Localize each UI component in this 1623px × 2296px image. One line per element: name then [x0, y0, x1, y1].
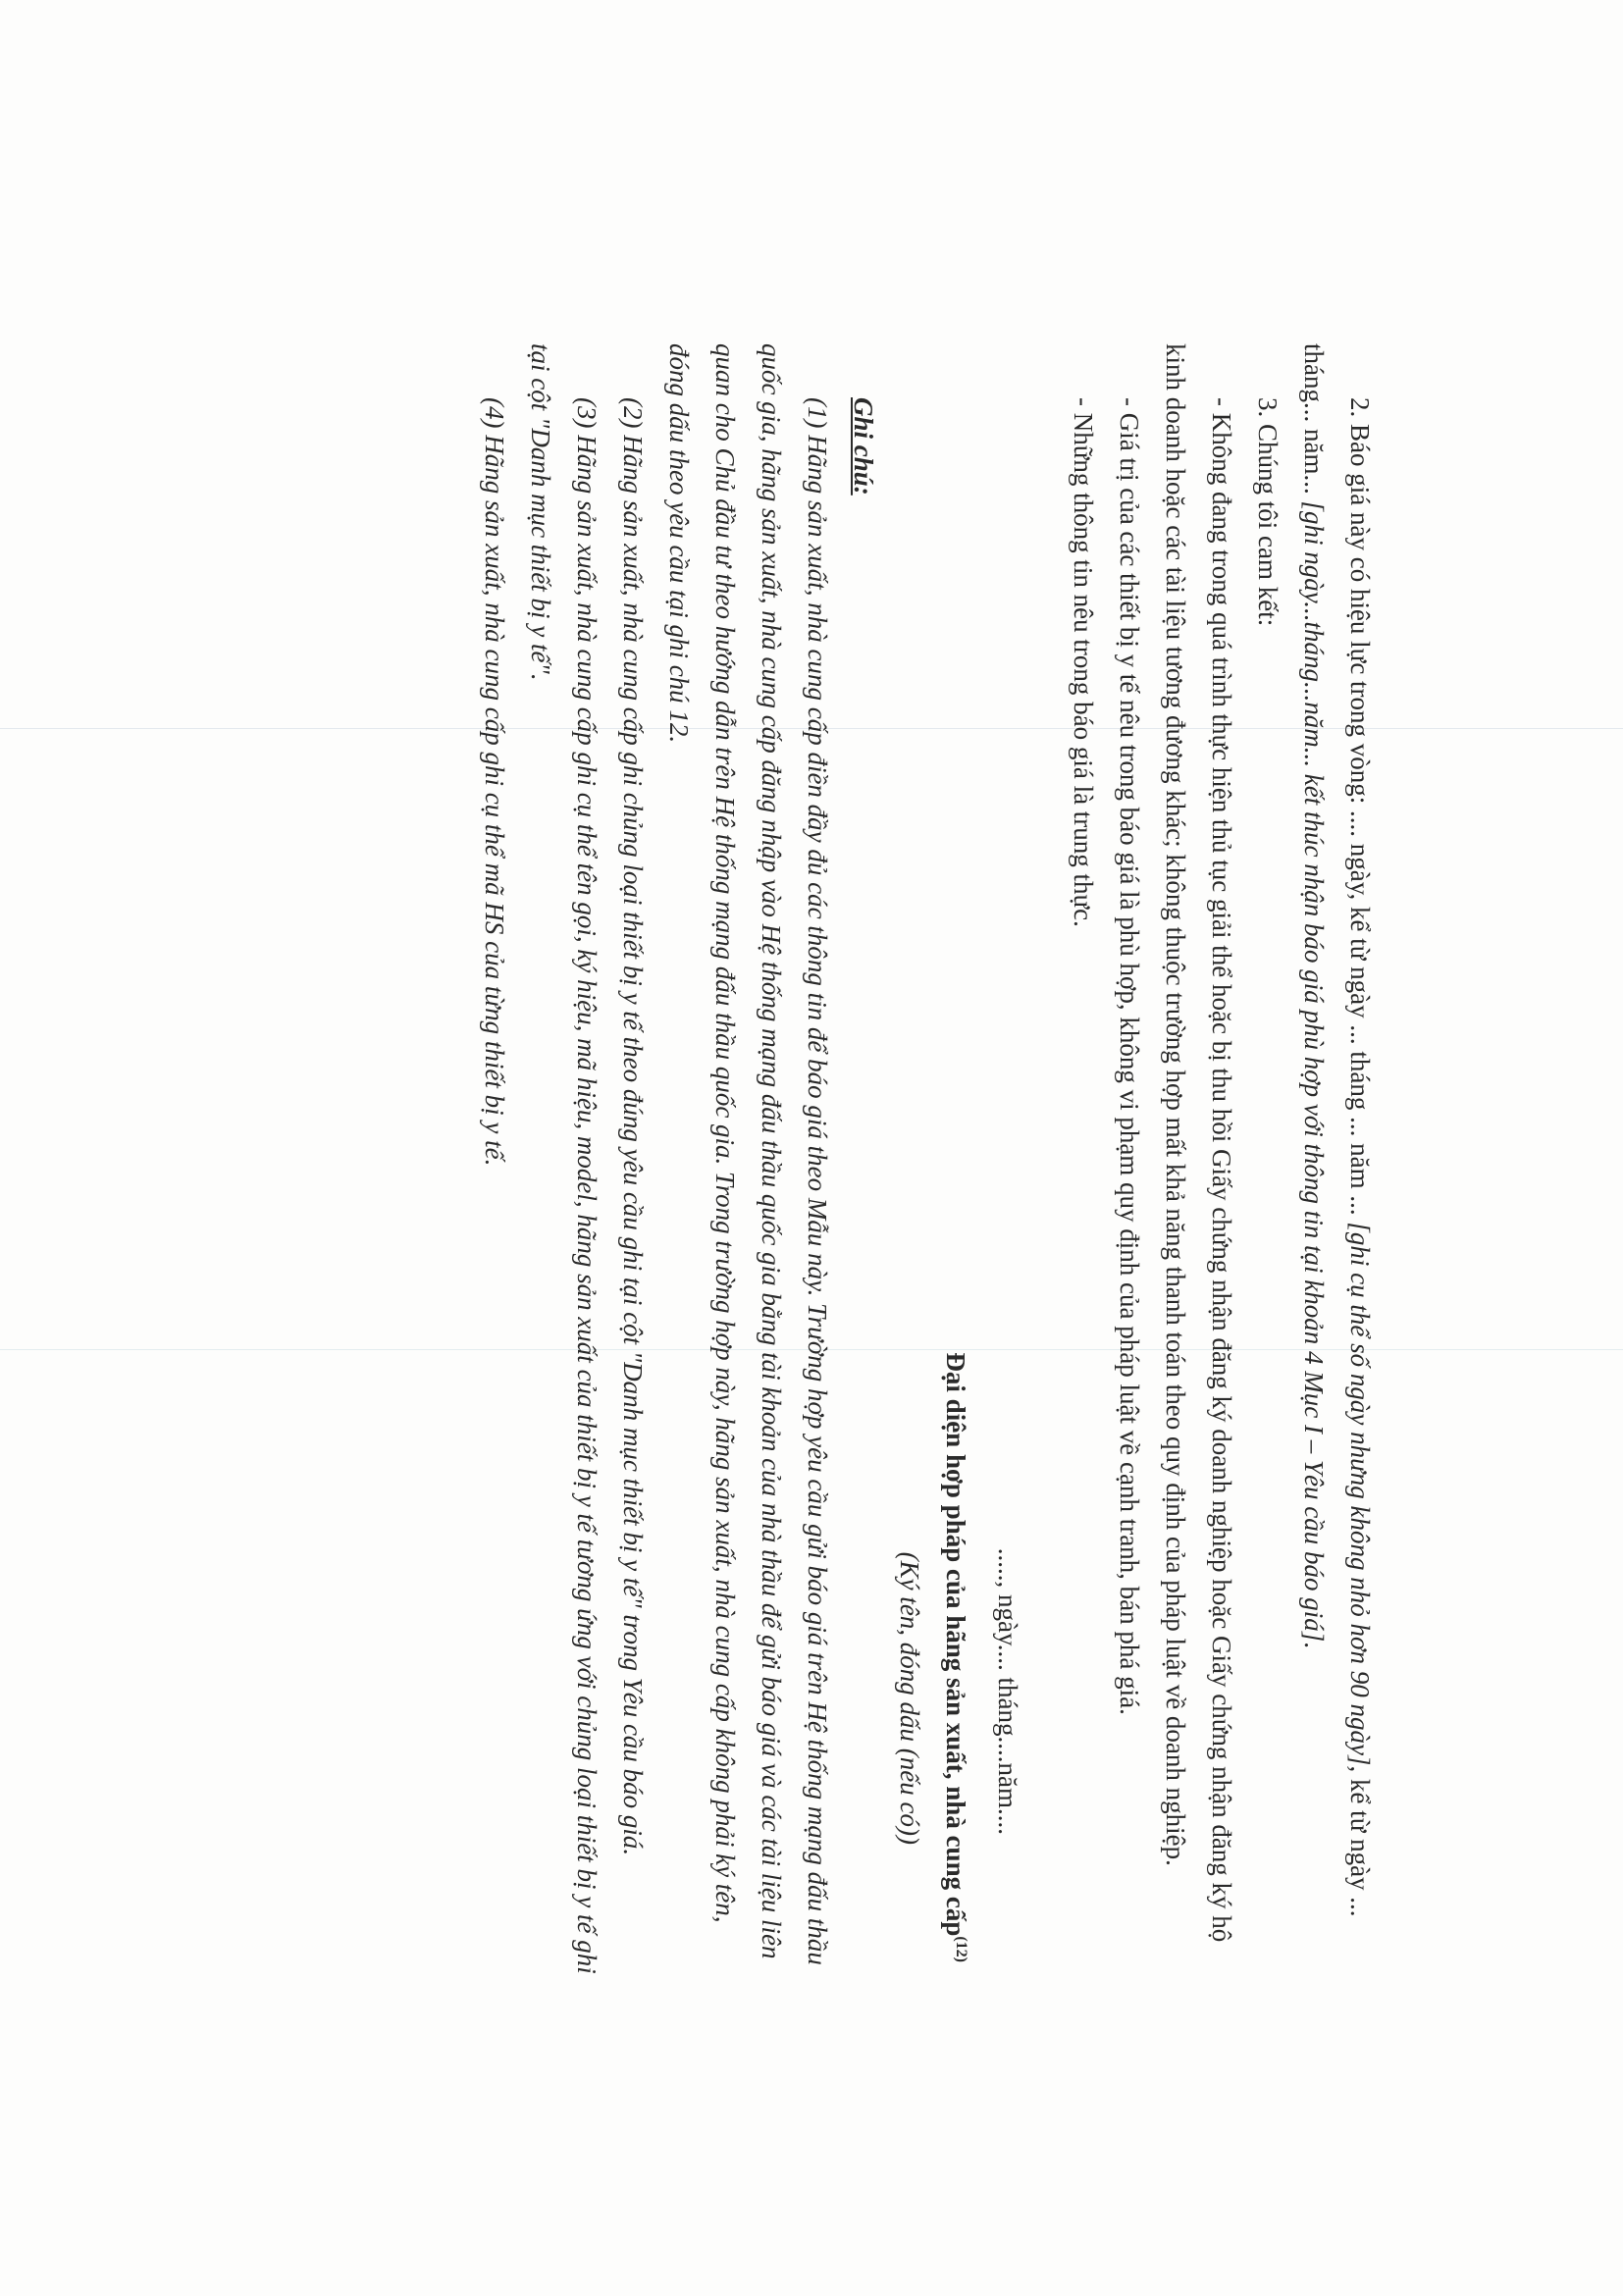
- commitment-item: - Những thông tin nêu trong báo giá là trung thực.: [1069, 397, 1098, 927]
- signature-date: ....., ngày.... tháng....năm....: [993, 1547, 1022, 1835]
- validity-paragraph: 2. Báo giá này có hiệu lực trong vòng: .... ngày, kể từ ngày ... tháng ... năm ... [ghi cụ thể số ngày nhưng không nhỏ hơn 90 ngày], kể từ ngày ... tháng... năm... [ghi ngày...tháng...năm... kết thúc nhận báo giá phù hợp với thông tin tại khoản 4 Mục I – Yêu cầu báo giá].: [1299, 343, 1375, 1917]
- signature-title: Đại diện hợp pháp của hãng sản xuất, nhà cung cấp$^{(12)}$: [941, 1352, 970, 1962]
- signature-block: [886, 343, 1030, 1982]
- commitment-item: - Giá trị của các thiết bị y tế nêu trong báo giá là phù hợp, không vi phạm quy định của pháp luật về cạnh tranh, bán phá giá.: [1115, 397, 1144, 1715]
- commitment-heading: 3. Chúng tôi cam kết:: [1253, 397, 1283, 627]
- commitment-item: - Không đang trong quá trình thực hiện thủ tục giải thể hoặc bị thu hồi Giấy chứng nhận đăng ký doanh nghiệp hoặc Giấy chứng nhận đăng ký hộ kinh doanh hoặc các tài liệu tương đương khác; không thuộc trường hợp mất khả năng thanh toán theo quy định của pháp luật về doanh nghiệp.: [1161, 343, 1236, 1943]
- notes-heading: Ghi chú:: [849, 397, 878, 496]
- note-item: (1) Hãng sản xuất, nhà cung cấp điền đầy đủ các thông tin để báo giá theo Mẫu này. Trường hợp yêu cầu gửi báo giá trên Hệ thống mạng đấu thầu quốc gia, hãng sản xuất, nhà cung cấp đăng nhập vào Hệ thống mạng đấu thầu quốc gia bằng tài khoản của nhà thầu để gửi báo giá và các tài liệu liên quan cho Chủ đầu tư theo hướng dẫn trên Hệ thống mạng đấu thầu quốc gia. Trong trường hợp này, hãng sản xuất, nhà cung cấp không phải ký tên, đóng dấu theo yêu cầu tại ghi chú 12.: [664, 343, 832, 1965]
- note-item: (4) Hãng sản xuất, nhà cung cấp ghi cụ thể mã HS của từng thiết bị y tế.: [480, 397, 509, 1167]
- note-item: (3) Hãng sản xuất, nhà cung cấp ghi cụ thể tên gọi, ký hiệu, mã hiệu, model, hãng sản xuất của thiết bị y tế tương ứng với chủng loại thiết bị y tế ghi tại cột "Danh mục thiết bị y tế".: [526, 343, 602, 1974]
- document-body: [471, 343, 1383, 1982]
- signature-instruction: (Ký tên, đóng dấu (nếu có)): [895, 1551, 924, 1845]
- note-item: (2) Hãng sản xuất, nhà cung cấp ghi chủng loại thiết bị y tế theo đúng yêu cầu ghi tại cột "Danh mục thiết bị y tế" trong Yêu cầu báo giá.: [618, 397, 648, 1856]
